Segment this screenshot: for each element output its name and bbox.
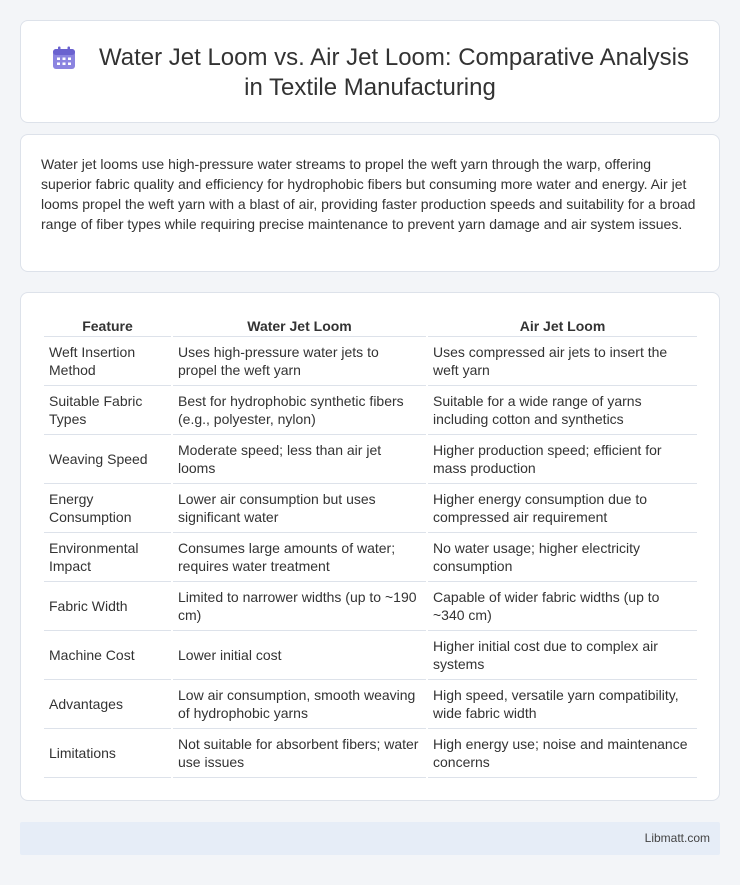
feature-cell: Suitable Fabric Types <box>44 386 171 435</box>
air-jet-cell: Higher energy consumption due to compressed air requirement <box>428 484 697 533</box>
air-jet-cell: Suitable for a wide range of yarns including cotton and synthetics <box>428 386 697 435</box>
header-water-jet: Water Jet Loom <box>173 315 426 337</box>
header-feature: Feature <box>44 315 171 337</box>
page-title <box>21 43 719 103</box>
title-line-1: Water Jet Loom vs. Air Jet Loom: Comparative Analysis <box>98 44 689 71</box>
table-header-row <box>44 315 697 337</box>
table-row <box>44 582 697 631</box>
air-jet-cell: Higher initial cost due to complex air systems <box>428 631 697 680</box>
table-row <box>44 631 697 680</box>
table-row <box>44 729 697 778</box>
water-jet-cell: Uses high-pressure water jets to propel the weft yarn <box>173 337 426 386</box>
feature-cell: Weaving Speed <box>44 435 171 484</box>
title-card <box>20 20 720 123</box>
summary-text: Water jet looms use high-pressure water streams to propel the weft yarn through the warp, offering superior fabric quality and efficiency for hydrophobic fibers but consuming more water and energy. Air jet looms propel the weft yarn with a blast of air, providing faster production speeds and suitability for a broad range of fiber types while requiring precise maintenance to prevent yarn damage and air system issues. <box>41 156 696 232</box>
calendar-icon <box>51 45 77 71</box>
water-jet-cell: Limited to narrower widths (up to ~190 cm) <box>173 582 426 631</box>
table-row <box>44 484 697 533</box>
table-row <box>44 386 697 435</box>
feature-cell: Advantages <box>44 680 171 729</box>
water-jet-cell: Lower air consumption but uses significant water <box>173 484 426 533</box>
feature-cell: Energy Consumption <box>44 484 171 533</box>
header-air-jet: Air Jet Loom <box>428 315 697 337</box>
air-jet-cell: High speed, versatile yarn compatibility, wide fabric width <box>428 680 697 729</box>
footer-brand-link[interactable]: Libmatt.com <box>644 831 710 845</box>
summary-card <box>20 134 720 272</box>
air-jet-cell: Capable of wider fabric widths (up to ~340 cm) <box>428 582 697 631</box>
air-jet-cell: No water usage; higher electricity consumption <box>428 533 697 582</box>
table-row <box>44 533 697 582</box>
feature-cell: Environmental Impact <box>44 533 171 582</box>
table-row <box>44 680 697 729</box>
air-jet-cell: Higher production speed; efficient for mass production <box>428 435 697 484</box>
feature-cell: Machine Cost <box>44 631 171 680</box>
footer <box>20 822 720 855</box>
water-jet-cell: Lower initial cost <box>173 631 426 680</box>
air-jet-cell: Uses compressed air jets to insert the weft yarn <box>428 337 697 386</box>
title-line-2: in Textile Manufacturing <box>244 74 496 101</box>
table-row <box>44 337 697 386</box>
feature-cell: Limitations <box>44 729 171 778</box>
comparison-card <box>20 292 720 801</box>
table-row <box>44 435 697 484</box>
water-jet-cell: Low air consumption, smooth weaving of hydrophobic yarns <box>173 680 426 729</box>
water-jet-cell: Consumes large amounts of water; requires water treatment <box>173 533 426 582</box>
air-jet-cell: High energy use; noise and maintenance concerns <box>428 729 697 778</box>
water-jet-cell: Best for hydrophobic synthetic fibers (e.g., polyester, nylon) <box>173 386 426 435</box>
water-jet-cell: Moderate speed; less than air jet looms <box>173 435 426 484</box>
feature-cell: Weft Insertion Method <box>44 337 171 386</box>
water-jet-cell: Not suitable for absorbent fibers; water use issues <box>173 729 426 778</box>
comparison-table <box>42 315 699 778</box>
feature-cell: Fabric Width <box>44 582 171 631</box>
